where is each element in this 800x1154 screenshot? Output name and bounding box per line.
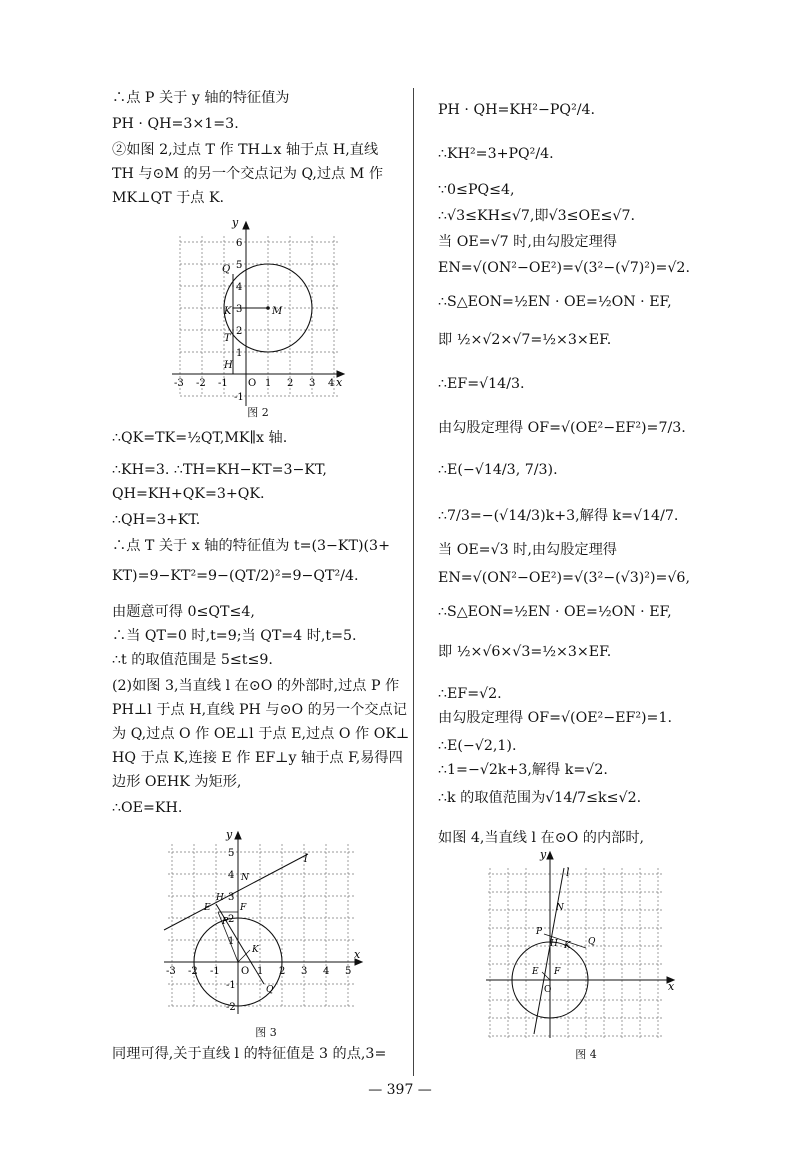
x-tick: 3 <box>301 966 308 977</box>
x-tick: 2 <box>287 378 294 389</box>
point-labels <box>222 264 283 371</box>
y-tick: 1 <box>236 348 243 359</box>
y-tick: 5 <box>228 848 235 859</box>
axes <box>164 832 362 1014</box>
text-line: 由勾股定理得 OF=√(OE²−EF²)=1. <box>438 710 672 726</box>
point-label: H <box>550 939 558 949</box>
x-tick: 4 <box>328 378 335 389</box>
text-line: ∴S△EON=½EN · OE=½ON · EF, <box>438 604 672 620</box>
point-label: Q <box>222 264 231 275</box>
point-label: N <box>241 873 249 883</box>
x-tick: 3 <box>309 378 316 389</box>
text-line: ∵0≤PQ≤4, <box>438 182 515 198</box>
text-line: ∴QH=3+KT. <box>112 512 201 528</box>
text-line: ②如图 2,过点 T 作 TH⊥x 轴于点 H,直线 <box>112 142 379 158</box>
text-line: ∴√3≤KH≤√7,即√3≤OE≤√7. <box>438 208 636 224</box>
y-tick: 3 <box>228 892 235 903</box>
x-axis-label: x <box>336 376 343 389</box>
text-line: ∴EF=√2. <box>438 686 502 702</box>
y-axis-label: y <box>232 216 239 229</box>
text-line: ∴KH=3. ∴TH=KH−KT=3−KT, <box>112 462 327 478</box>
x-axis-label: x <box>354 948 361 961</box>
line-oe <box>542 972 550 980</box>
point-label: P <box>222 917 229 927</box>
text-line: ∴E(−√14/3, 7/3). <box>438 462 558 478</box>
figure-3-graph <box>158 828 366 1018</box>
line-l-label: l <box>304 852 308 865</box>
x-tick: 2 <box>279 966 286 977</box>
line-l <box>534 868 564 1034</box>
point-label: H <box>224 360 233 371</box>
figure-4-graph <box>484 848 684 1042</box>
text-line: ∴1=−√2k+3,解得 k=√2. <box>438 762 608 778</box>
y-tick: 3 <box>236 304 243 315</box>
y-tick: 5 <box>236 260 243 271</box>
text-line: ∴E(−√2,1). <box>438 738 517 754</box>
text-line: 如图 4,当直线 l 在⊙O 的内部时, <box>438 830 645 846</box>
x-tick: -2 <box>196 378 206 389</box>
point-label: P <box>536 927 543 937</box>
text-line: 即 ½×√2×√7=½×3×EF. <box>438 332 612 348</box>
y-tick: 4 <box>236 282 243 293</box>
text-line: ∴点 P 关于 y 轴的特征值为 <box>112 90 290 106</box>
point-label: H <box>216 893 224 903</box>
line-l-label: l <box>566 866 570 879</box>
text-line: HQ 于点 K,连接 E 作 EF⊥y 轴于点 F,易得四 <box>112 750 403 766</box>
text-line: PH · QH=3×1=3. <box>112 116 239 132</box>
x-axis-label: x <box>668 980 675 993</box>
point-label: K <box>224 306 232 317</box>
point-label: E <box>204 903 211 913</box>
text-line: ∴QK=TK=½QT,MK∥x 轴. <box>112 430 288 446</box>
y-tick: 2 <box>228 914 235 925</box>
point-label: K <box>252 945 259 955</box>
text-line: EN=√(ON²−OE²)=√(3²−(√7)²)=√2. <box>438 260 690 276</box>
y-tick: -1 <box>226 980 236 991</box>
point-label: N <box>556 903 564 913</box>
text-line: ∴EF=√14/3. <box>438 376 525 392</box>
text-line: ∴7/3=−(√14/3)k+3,解得 k=√14/7. <box>438 508 679 524</box>
figure-3-caption: 图 3 <box>255 1026 277 1039</box>
point-label: Q <box>266 985 274 995</box>
y-tick: 6 <box>236 238 243 249</box>
x-tick: -3 <box>174 378 184 389</box>
origin-label: O <box>241 966 250 977</box>
text-line: MK⊥QT 于点 K. <box>112 190 225 206</box>
line-l <box>164 854 308 930</box>
grid <box>180 236 338 396</box>
y-tick: 1 <box>228 936 235 947</box>
axes <box>486 852 674 1038</box>
x-tick: -3 <box>166 966 176 977</box>
text-line: TH 与⊙M 的另一个交点记为 Q,过点 M 作 <box>112 166 384 182</box>
text-line: (2)如图 3,当直线 l 在⊙O 的外部时,过点 P 作 <box>112 678 400 694</box>
text-line: ∴t 的取值范围是 5≤t≤9. <box>112 652 273 668</box>
y-tick: -1 <box>234 392 244 403</box>
y-tick: 4 <box>228 870 235 881</box>
x-tick: -2 <box>188 966 198 977</box>
point-label: E <box>532 967 539 977</box>
y-tick-labels <box>234 238 244 403</box>
point-label: F <box>240 903 247 913</box>
x-tick: -1 <box>218 378 228 389</box>
text-line: ∴k 的取值范围为√14/7≤k≤√2. <box>438 790 642 806</box>
text-line: 边形 OEHK 为矩形, <box>112 774 242 790</box>
text-line: PH⊥l 于点 H,直线 PH 与⊙O 的另一个交点记 <box>112 702 407 718</box>
text-line: 当 OE=√3 时,由勾股定理得 <box>438 542 617 558</box>
figure-2 <box>168 216 348 416</box>
text-line: 即 ½×√6×√3=½×3×EF. <box>438 644 612 660</box>
figure-4-caption: 图 4 <box>575 1048 597 1061</box>
page-number: — 397 — <box>368 1082 432 1098</box>
origin-label: O <box>544 985 552 995</box>
point-label: T <box>224 333 231 344</box>
text-line: 同理可得,关于直线 l 的特征值是 3 的点,3= <box>112 1046 387 1062</box>
y-axis-label: y <box>540 848 547 861</box>
x-tick: -1 <box>210 966 220 977</box>
grid <box>168 844 354 1008</box>
text-line: EN=√(ON²−OE²)=√(3²−(√3)²)=√6, <box>438 570 690 586</box>
y-tick: 2 <box>236 326 243 337</box>
y-tick: -2 <box>226 1002 236 1013</box>
text-line: KT)=9−KT²=9−(QT/2)²=9−QT²/4. <box>112 568 359 584</box>
line-pq <box>216 904 264 984</box>
point-label: F <box>554 967 561 977</box>
text-line: QH=KH+QK=3+QK. <box>112 486 265 502</box>
text-line: PH · QH=KH²−PQ²/4. <box>438 102 596 118</box>
point-label: Q <box>588 937 596 947</box>
text-line: ∴S△EON=½EN · OE=½ON · EF, <box>438 294 672 310</box>
text-line: ∴点 T 关于 x 轴的特征值为 t=(3−KT)(3+ <box>112 538 390 554</box>
y-axis-label: y <box>226 828 233 841</box>
text-line: ∴OE=KH. <box>112 800 183 816</box>
text-line: 由勾股定理得 OF=√(OE²−EF²)=7/3. <box>438 420 686 436</box>
text-line: 为 Q,过点 O 作 OE⊥l 于点 E,过点 O 作 OK⊥ <box>112 726 410 742</box>
column-divider <box>413 88 414 1076</box>
text-line: 由题意可得 0≤QT≤4, <box>112 604 255 620</box>
origin-label: O <box>248 378 257 389</box>
y-tick-labels <box>226 848 236 1013</box>
figure-4 <box>484 848 684 1042</box>
x-tick: 1 <box>265 378 272 389</box>
figure-2-graph <box>168 216 348 416</box>
x-tick: 4 <box>323 966 330 977</box>
point-m <box>266 306 270 310</box>
text-line: ∴当 QT=0 时,t=9;当 QT=4 时,t=5. <box>112 628 357 644</box>
point-label: M <box>272 306 283 317</box>
point-label: K <box>564 941 571 951</box>
x-tick: 1 <box>257 966 264 977</box>
x-tick: 5 <box>345 966 352 977</box>
figure-2-caption: 图 2 <box>247 406 269 419</box>
text-line: 当 OE=√7 时,由勾股定理得 <box>438 234 617 250</box>
text-line: ∴KH²=3+PQ²/4. <box>438 146 554 162</box>
figure-3 <box>158 828 366 1018</box>
line-ok <box>238 950 250 962</box>
